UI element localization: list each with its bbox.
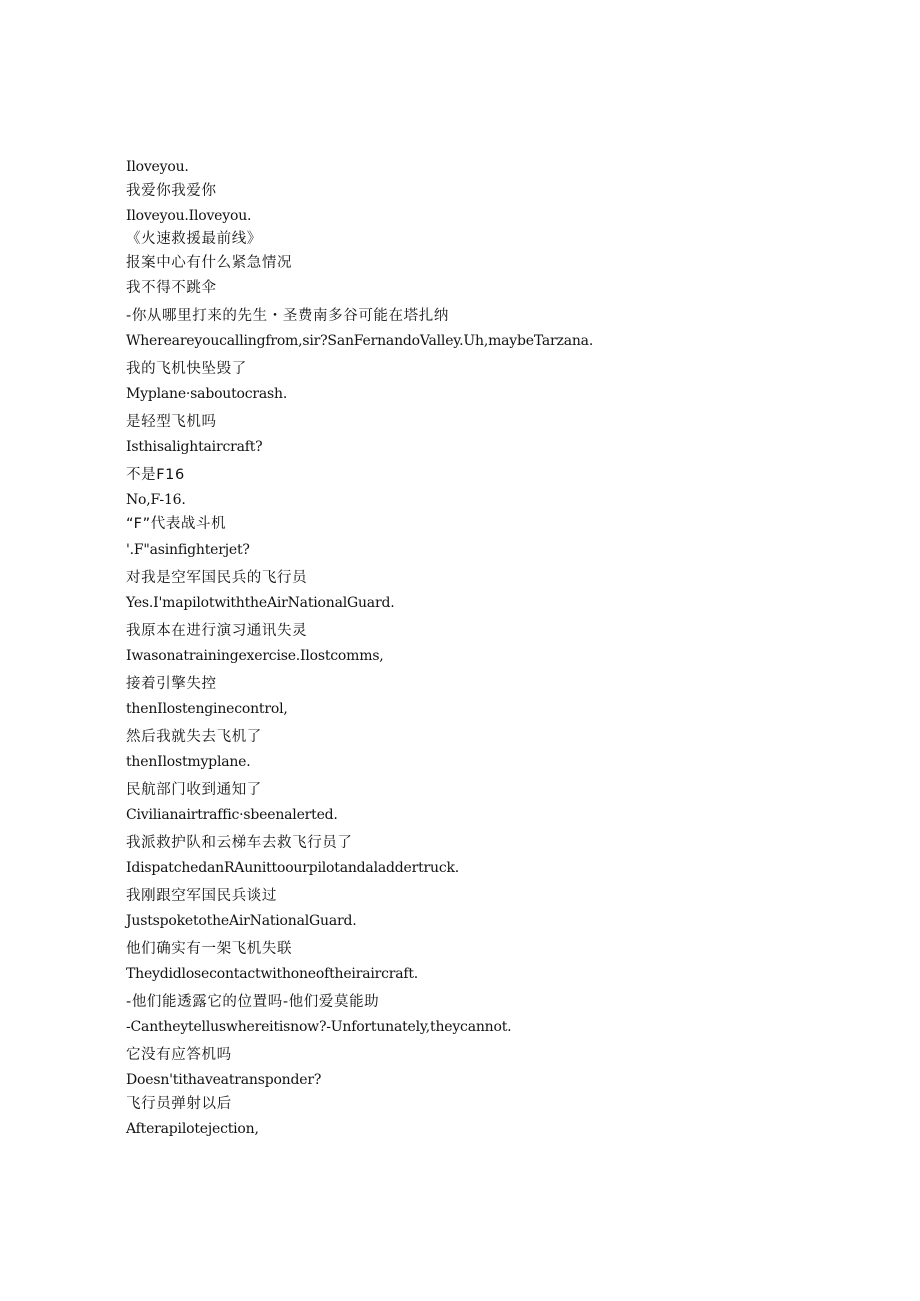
chinese-subtitle-line: 接着引擎失控: [126, 676, 217, 692]
chinese-subtitle-line: -他们能透露它的位置吗-他们爱莫能助: [126, 994, 380, 1010]
chinese-subtitle-line: 报案中心有什么紧急情况: [126, 255, 293, 271]
english-subtitle-line: '.F"asinfighterjet?: [126, 542, 250, 558]
english-subtitle-line: -Cantheytelluswhereitisnow?-Unfortunately,theycannot.: [126, 1019, 512, 1035]
chinese-subtitle-line: 我的飞机快坠毁了: [126, 361, 247, 377]
english-subtitle-line: Yes.I'mapilotwiththeAirNationalGuard.: [126, 595, 395, 611]
english-subtitle-line: Myplane·saboutocrash.: [126, 386, 288, 402]
english-subtitle-line: Afterapilotejection,: [126, 1121, 259, 1137]
chinese-subtitle-line: 我爱你我爱你: [126, 183, 217, 199]
english-subtitle-line: Isthisalightaircraft?: [126, 439, 263, 455]
chinese-subtitle-line: 我不得不跳伞: [126, 280, 217, 296]
chinese-subtitle-line: 飞行员弹射以后: [126, 1096, 232, 1112]
chinese-subtitle-line: 我原本在进行演习通讯失灵: [126, 623, 308, 639]
chinese-subtitle-line: 民航部门收到通知了: [126, 782, 262, 798]
english-subtitle-line: thenIlostenginecontrol,: [126, 701, 288, 717]
english-subtitle-line: Whereareyoucallingfrom,sir?SanFernandoValley.Uh,maybeTarzana.: [126, 333, 594, 349]
chinese-subtitle-line: 我刚跟空军国民兵谈过: [126, 888, 277, 904]
english-subtitle-line: Civilianairtraffic·sbeenalerted.: [126, 807, 338, 823]
english-subtitle-line: Iloveyou.Iloveyou.: [126, 208, 252, 224]
chinese-subtitle-line: 然后我就失去飞机了: [126, 729, 262, 745]
english-subtitle-line: Iwasonatrainingexercise.Ilostcomms,: [126, 648, 384, 664]
chinese-subtitle-line: “F”代表战斗机: [126, 516, 227, 532]
chinese-subtitle-line: 是轻型飞机吗: [126, 414, 217, 430]
chinese-subtitle-line: 不是F16: [126, 467, 185, 483]
english-subtitle-line: No,F-16.: [126, 492, 186, 508]
chinese-subtitle-line: 对我是空军国民兵的飞行员: [126, 570, 308, 586]
english-subtitle-line: Iloveyou.: [126, 159, 189, 175]
english-subtitle-line: IdispatchedanRAunittoourpilotandaladdertruck.: [126, 860, 460, 876]
english-subtitle-line: thenIlostmyplane.: [126, 754, 251, 770]
english-subtitle-line: JustspoketotheAirNationalGuard.: [126, 913, 357, 929]
chinese-subtitle-line: 他们确实有一架飞机失联: [126, 941, 293, 957]
chinese-subtitle-line: 《火速救援最前线》: [126, 231, 262, 247]
chinese-subtitle-line: 它没有应答机吗: [126, 1047, 232, 1063]
english-subtitle-line: Doesn'tithaveatransponder?: [126, 1072, 322, 1088]
english-subtitle-line: Theydidlosecontactwithoneoftheiraircraft.: [126, 966, 419, 982]
chinese-subtitle-line: 我派救护队和云梯车去救飞行员了: [126, 835, 353, 851]
chinese-subtitle-line: -你从哪里打来的先生・圣费南多谷可能在塔扎纳: [126, 308, 449, 324]
